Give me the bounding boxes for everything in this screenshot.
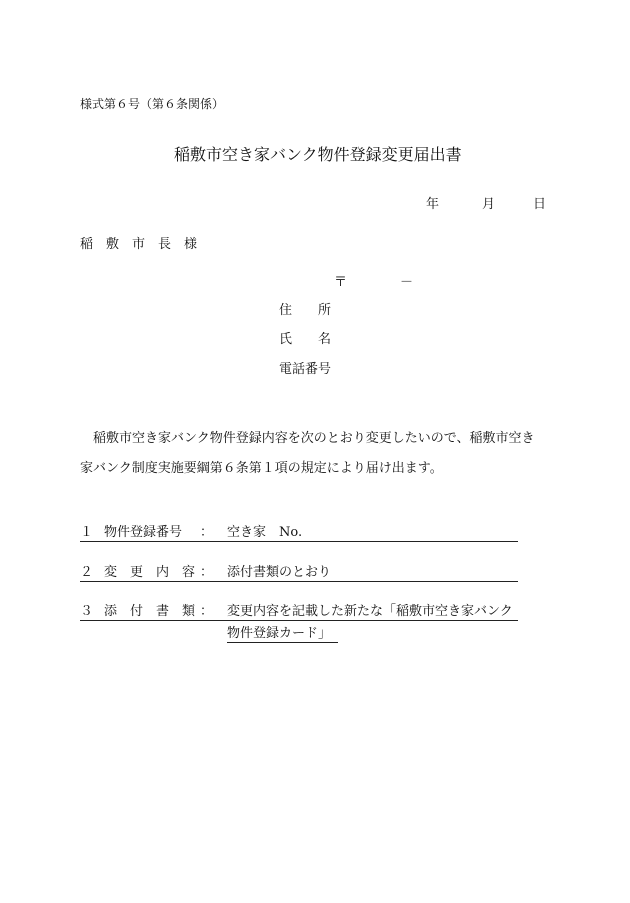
item-2-label: 変 更 内 容 — [104, 565, 196, 580]
item-1-underline — [80, 541, 518, 542]
addressee: 稲 敷 市 長 様 — [80, 237, 198, 252]
item-3-number: ３ — [80, 604, 94, 619]
item-3-label: 添 付 書 類 — [104, 604, 196, 619]
name-label: 氏 名 — [279, 332, 332, 347]
address-label: 住 所 — [279, 303, 332, 318]
body-text-line2: 家バンク制度実施要綱第６条第１項の規定により届け出ます。 — [80, 461, 443, 476]
postal-dash: － — [400, 275, 414, 290]
item-1-value: 空き家 No. — [227, 525, 303, 540]
date-year: 年 — [426, 197, 440, 212]
item-3-underline — [80, 620, 518, 621]
item-2-underline — [80, 581, 518, 582]
item-3-underline-2 — [227, 642, 338, 643]
item-3-colon: ： — [200, 604, 214, 619]
page-title: 稲敷市空き家バンク物件登録変更届出書 — [174, 145, 462, 164]
item-1-number: １ — [80, 525, 94, 540]
item-2-value: 添付書類のとおり — [227, 565, 332, 580]
body-text-line1: 稲敷市空き家バンク物件登録内容を次のとおり変更したいので、稲敷市空き — [93, 431, 535, 446]
date-day: 日 — [533, 197, 547, 212]
postal-mark: 〒 — [334, 275, 348, 290]
item-1-label: 物件登録番号 — [104, 525, 183, 540]
item-3-value-line2: 物件登録カード」 — [227, 626, 332, 641]
phone-label: 電話番号 — [279, 362, 332, 377]
item-2-colon: ： — [200, 565, 214, 580]
date-month: 月 — [482, 197, 496, 212]
item-2-number: ２ — [80, 565, 94, 580]
item-1-colon: ： — [200, 525, 214, 540]
form-number: 様式第６号（第６条関係） — [80, 97, 225, 111]
item-3-value: 変更内容を記載した新たな「稲敷市空き家バンク — [227, 604, 513, 619]
